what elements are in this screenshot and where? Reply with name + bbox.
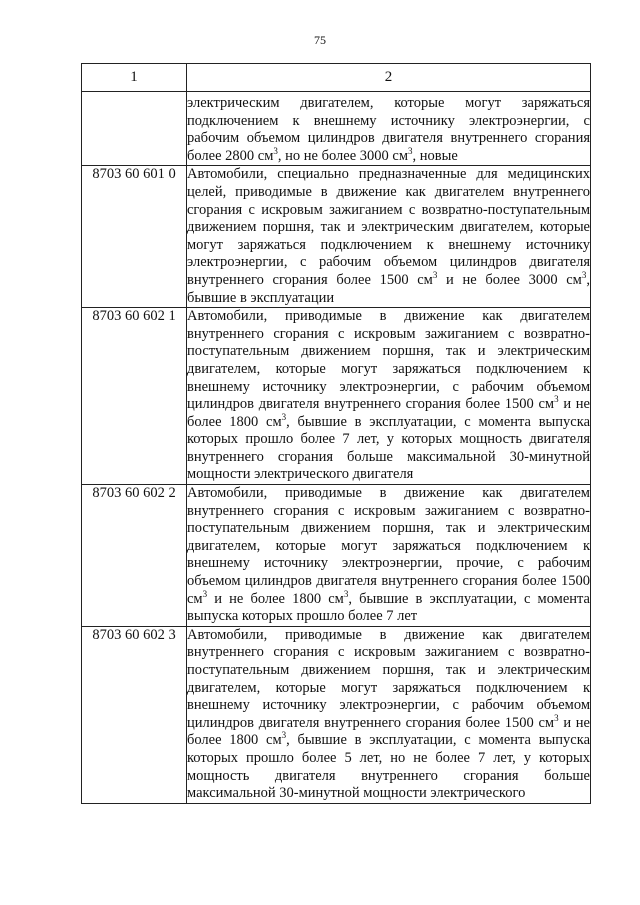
column-header-code: 1 (82, 64, 187, 92)
tariff-code-table (81, 63, 591, 804)
table-row (82, 308, 591, 485)
row-code (82, 92, 187, 166)
page-number: 75 (314, 33, 326, 47)
row-code: 8703 60 602 1 (82, 308, 187, 485)
column-header-description: 2 (187, 64, 591, 92)
table-row (82, 626, 591, 803)
table-row (82, 92, 591, 166)
row-description: Автомобили, приводимые в движение как двигателем внутреннего сгорания с искровым зажиганием с возвратно-поступательным движением поршня, так и электрическим двигателем, которые могут заряжаться подключением к внешнему источнику электроэнергии, прочие, с рабочим объемом цилиндров двигателя внутреннего сгорания более 1500 $см^3$ и не более 1800 $см^3$, бывшие в эксплуатации, с момента выпуска которых прошло более 7 лет (187, 485, 591, 627)
row-description: Автомобили, специально предназначенные для медицинских целей, приводимые в движение как двигателем внутреннего сгорания с искровым зажиганием с возвратно-поступательным движением поршня, так и электрическим двигателем, которые могут заряжаться подключением к внешнему источнику электроэнергии, с рабочим объемом цилиндров двигателя внутреннего сгорания более 1500 $см^3$ и не более 3000 $см^3$, бывшие в эксплуатации (187, 166, 591, 308)
table-row (82, 166, 591, 308)
table-row (82, 485, 591, 627)
row-description: Автомобили, приводимые в движение как двигателем внутреннего сгорания с искровым зажиганием с возвратно-поступательным движением поршня, так и электрическим двигателем, которые могут заряжаться подключением к внешнему источнику электроэнергии, с рабочим объемом цилиндров двигателя внутреннего сгорания более 1500 $см^3$ и не более 1800 $см^3$, бывшие в эксплуатации, с момента выпуска которых прошло более 7 лет, у которых мощность двигателя внутреннего сгорания больше максимальной 30-минутной мощности электрического двигателя (187, 308, 591, 485)
row-code: 8703 60 602 3 (82, 626, 187, 803)
row-description: Автомобили, приводимые в движение как двигателем внутреннего сгорания с искровым зажиганием с возвратно-поступательным движением поршня, так и электрическим двигателем, которые могут заряжаться подключением к внешнему источнику электроэнергии, с рабочим объемом цилиндров двигателя внутреннего сгорания более 1500 $см^3$ и не более 1800 $см^3$, бывшие в эксплуатации, с момента выпуска которых прошло более 5 лет, но не более 7 лет, у которых мощность двигателя внутреннего сгорания больше максимальной 30-минутной мощности электрического (187, 626, 591, 803)
row-description: электрическим двигателем, которые могут заряжаться подключением к внешнему источнику электроэнергии, с рабочим объемом цилиндров двигателя внутреннего сгорания более 2800 $см^3$, но не более 3000 $см^3$, новые (187, 92, 591, 166)
row-code: 8703 60 601 0 (82, 166, 187, 308)
table-header-row (82, 64, 591, 92)
row-code: 8703 60 602 2 (82, 485, 187, 627)
